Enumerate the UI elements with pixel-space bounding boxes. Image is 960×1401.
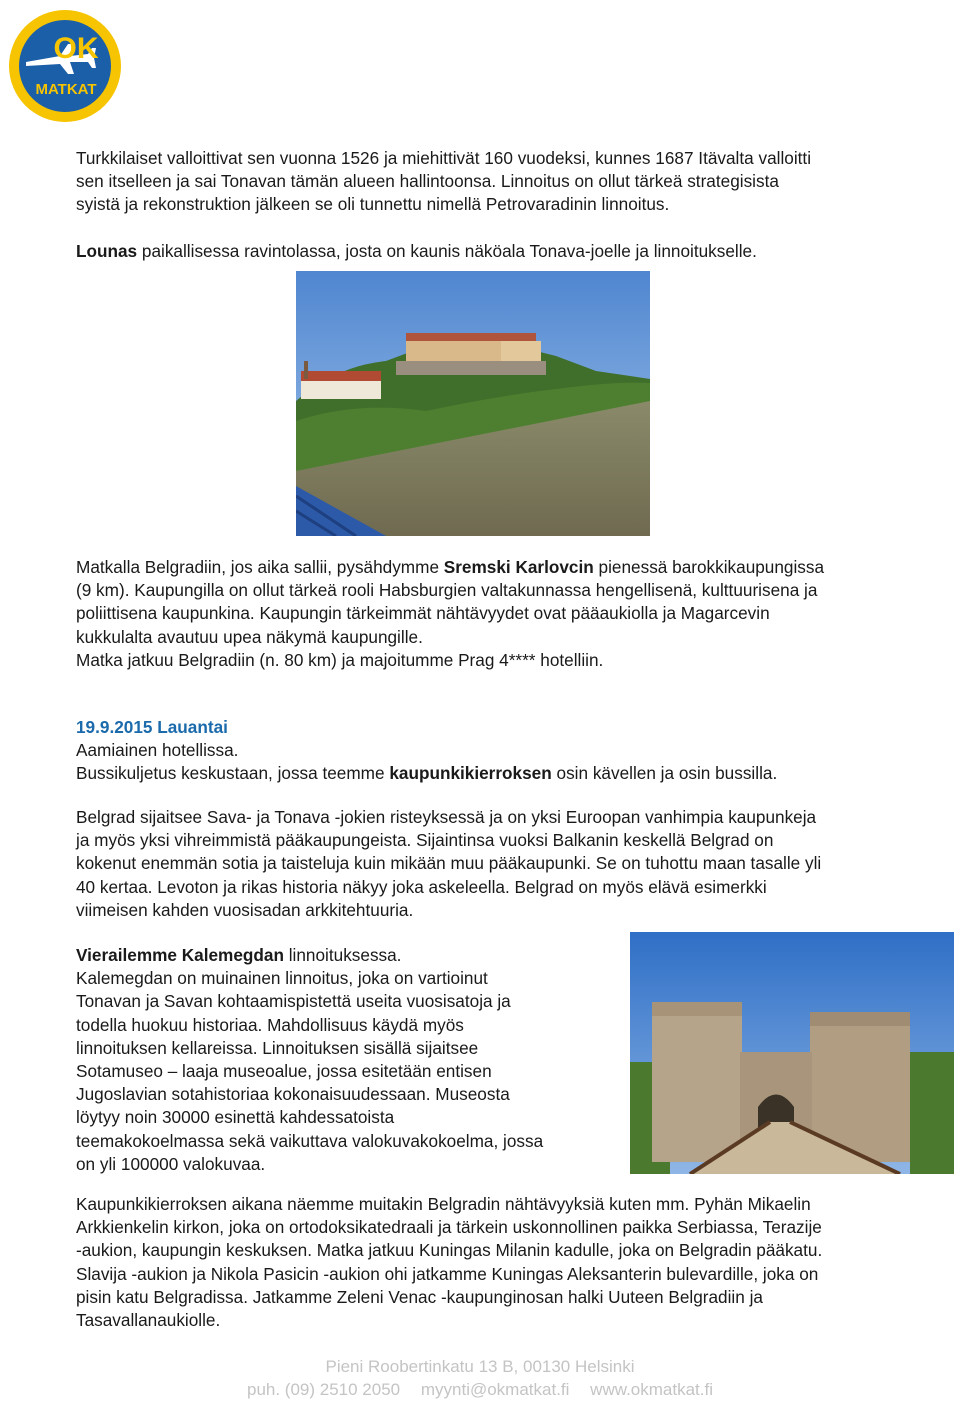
footer-email[interactable]: myynti@okmatkat.fi [420, 1380, 570, 1399]
lunch-bold: Lounas [76, 241, 138, 261]
sremski-karlovci-bold: Sremski Karlovcin [443, 557, 594, 577]
text-line: Kalemegdan on muinainen linnoitus, joka on vartioinut [76, 968, 488, 989]
text-line: 40 kertaa. Levoton ja rikas historia näkyy joka askeleella. Belgrad on myös elävä esimerkki [76, 876, 767, 897]
belgrade-paragraph [76, 806, 821, 922]
text-line: kokenut enemmän sotia ja taisteluja kuin mikään muu pääkaupunki. Se on tuhottu maan tasalle yli [76, 853, 822, 874]
lunch-text: paikallisessa ravintolassa, josta on kaunis näköala Tonava-joelle ja linnoitukselle. [137, 241, 757, 261]
logo-matkat-text: MATKAT [35, 81, 97, 98]
text-span: Bussikuljetus keskustaan, jossa teemme [76, 763, 390, 784]
text-line: Sotamuseo – laaja museoalue, jossa esitetään entisen [76, 1061, 492, 1082]
text-line: on yli 100000 valokuvaa. [76, 1153, 266, 1174]
text-line: todella huokuu historiaa. Mahdollisuus käydä myös [76, 1014, 464, 1035]
sremski-karlovci-paragraph [76, 556, 824, 672]
text-line: ja myös yksi vihreimmistä pääkaupungeista. Sijaintinsa vuoksi Balkanin keskellä Belgrad on [76, 830, 774, 851]
history-paragraph [76, 147, 811, 217]
petrovaradin-fortress-photo [296, 271, 650, 536]
text-line: Belgrad sijaitsee Sava- ja Tonava -jokien risteyksessä ja on yksi Euroopan vanhimpia kaupunkeja [76, 807, 817, 827]
text-line: (9 km). Kaupungilla on ollut tärkeä rooli Habsburgien valtakunnassa hengellisenä, kulttuurisena ja [76, 580, 818, 601]
city-tour-paragraph [76, 1193, 822, 1332]
logo-ok-text: OK [53, 32, 99, 65]
text-line [76, 944, 621, 967]
footer-contacts [0, 1380, 960, 1400]
text-line [76, 556, 824, 579]
text-line: Aamiainen hotellissa. [76, 740, 239, 761]
footer-web[interactable]: www.okmatkat.fi [590, 1380, 713, 1399]
text-line: kukkulalta avautuu upea näkymä kaupungille. [76, 626, 423, 647]
text-line [76, 762, 777, 785]
text-span: pienessä barokkikaupungissa [593, 557, 825, 577]
text-line: Tonavan ja Savan kohtaamispistettä useita vuosisatoja ja [76, 991, 511, 1012]
kalemegdan-paragraph [76, 944, 621, 1176]
text-line: -aukion, kaupungin keskuksen. Matka jatkuu Kuningas Milanin kadulle, joka on Belgradin pääkatu. [76, 1240, 823, 1261]
text-line: Matka jatkuu Belgradiin (n. 80 km) ja majoitumme Prag 4**** hotelliin. [76, 649, 604, 670]
text-line: poliittisena kaupunkina. Kaupungin tärkeimmät nähtävyydet ovat pääaukiolla ja Magarcevin [76, 603, 770, 624]
day-section [76, 716, 777, 786]
text-line: syistä ja rekonstruktion jälkeen se oli tunnettu nimellä Petrovaradinin linnoitus. [76, 194, 670, 215]
kalemegdan-bold: Vierailemme Kalemegdan [76, 945, 284, 965]
kalemegdan-gate-photo [630, 932, 954, 1174]
text-line: viimeisen kahden vuosisadan arkkitehtuuria. [76, 899, 414, 920]
text-line: teemakokoelmassa sekä vaikuttava valokuvakokoelma, jossa [76, 1130, 544, 1151]
text-span: Matkalla Belgradiin, jos aika sallii, pysähdymme [76, 557, 444, 577]
text-line: Kaupunkikierroksen aikana näemme muitakin Belgradin nähtävyyksiä kuten mm. Pyhän Mikaelin [76, 1194, 811, 1214]
text-span: linnoituksessa. [283, 945, 402, 965]
city-tour-bold: kaupunkikierroksen [389, 763, 552, 784]
text-line: pisin katu Belgradissa. Jatkamme Zeleni Venac -kaupunginosan halki Uuteen Belgradiin ja [76, 1286, 763, 1307]
footer-address: Pieni Roobertinkatu 13 B, 00130 Helsinki [325, 1357, 635, 1376]
lunch-paragraph [76, 240, 757, 263]
footer-phone: puh. (09) 2510 2050 [247, 1380, 401, 1399]
day-heading: 19.9.2015 Lauantai [76, 717, 228, 737]
ok-matkat-logo [6, 4, 124, 130]
text-line: Slavija -aukion ja Nikola Pasicin -aukion ohi jatkamme Kuningas Aleksanterin bulevardille, joka on [76, 1263, 819, 1284]
text-line: Jugoslavian sotahistoriaa kokonaisuudessaan. Museosta [76, 1084, 510, 1105]
text-line: Turkkilaiset valloittivat sen vuonna 1526 ja miehittivät 160 vuodeksi, kunnes 1687 Itävalta valloitti [76, 148, 812, 168]
text-span: osin kävellen ja osin bussilla. [551, 763, 778, 784]
text-line: Tasavallanaukiolle. [76, 1310, 221, 1331]
text-line: löytyy noin 30000 esinettä kahdessatoista [76, 1107, 395, 1128]
text-line: linnoituksen kellareissa. Linnoituksen sisällä sijaitsee [76, 1037, 479, 1058]
text-line: sen itselleen ja sai Tonavan tämän alueen hallintoonsa. Linnoitus on ollut tärkeä strategisista [76, 171, 779, 192]
text-line: Arkkienkelin kirkon, joka on ortodoksikatedraali ja tärkein uskonnollinen paikka Serbiassa, Terazije [76, 1217, 822, 1238]
